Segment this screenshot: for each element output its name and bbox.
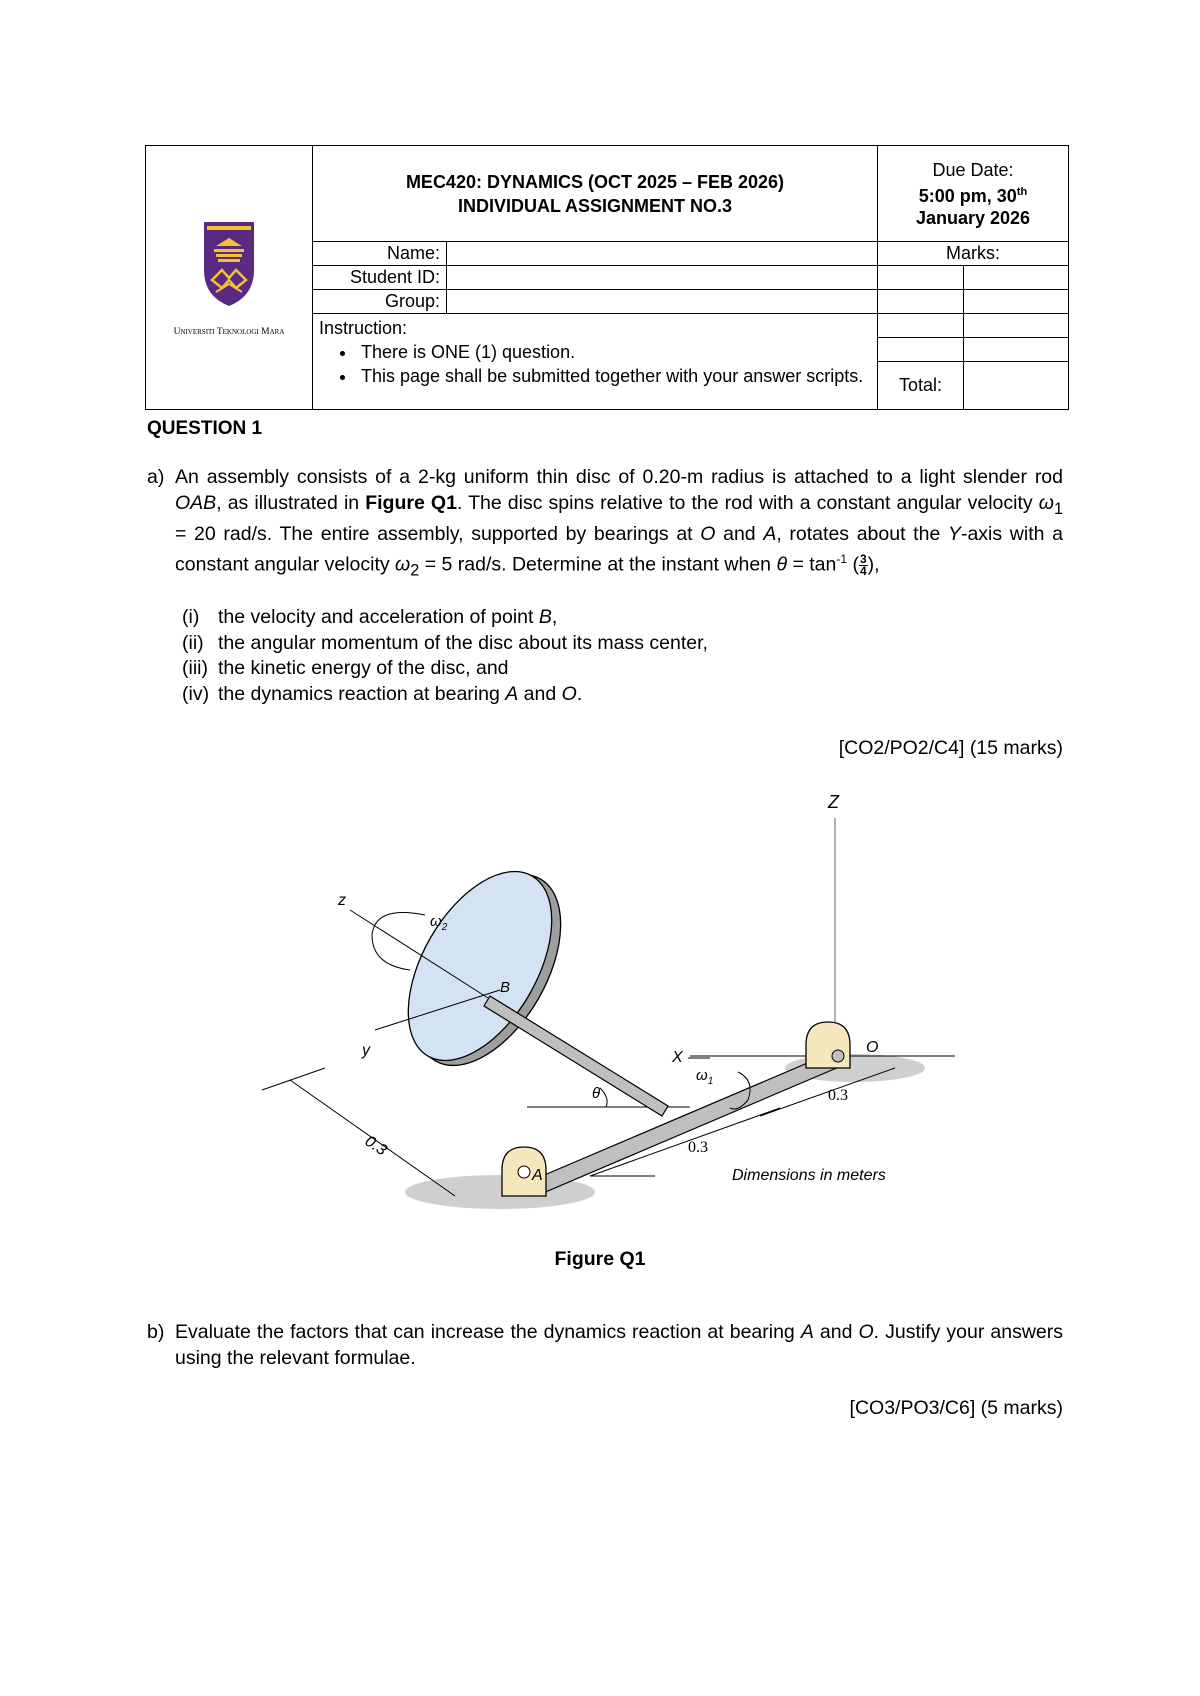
- bearing-O-shaft: [832, 1050, 844, 1062]
- question-heading: QUESTION 1: [147, 418, 263, 439]
- sub-item: (iv) the dynamics reaction at bearing A and O.: [182, 682, 583, 705]
- assignment-title: INDIVIDUAL ASSIGNMENT NO.3: [457, 195, 733, 216]
- total-marks-cell: [964, 362, 1069, 410]
- instruction-item: • There is ONE (1) question.: [357, 340, 871, 364]
- sub-item: (iii) the kinetic energy of the disc, and: [182, 657, 509, 679]
- bearing-A-hole: [518, 1166, 530, 1178]
- z-axis-label: z: [338, 892, 346, 909]
- sub-item: (ii) the angular momentum of the disc about its mass center,: [182, 631, 708, 654]
- sub-item: (i) the velocity and acceleration of point B,: [182, 606, 558, 628]
- uitm-logo: [164, 218, 294, 328]
- assignment-header-table: [145, 145, 1069, 410]
- instruction-label: Instruction:: [319, 318, 408, 338]
- point-O-label: O: [866, 1039, 879, 1056]
- marks-cell: [878, 290, 964, 314]
- marks-cell: [964, 314, 1069, 338]
- assignment-title-cell: [313, 146, 878, 242]
- part-a-text: An assembly consists of a 2-kg uniform thin disc of 0.20-m radius is attached to a light slender rod OAB, as illustrated in Figure Q1. The disc spins relative to the rod with a constant angular velocity $\omega_1 = 20$ rad/s. The entire assembly, supported by bearings at O and A, rotates about the Y-axis with a constant angular velocity $\omega_2 = 5$ rad/s. Determine at the instant when $\theta = \tan^{-1}$ ( $\frac{3}{4}$ ),: [175, 466, 1063, 580]
- part-b-label: b): [147, 1321, 165, 1343]
- marks-cell: [964, 266, 1069, 290]
- part-a-label: a): [147, 466, 165, 488]
- total-label: Total:: [878, 362, 964, 410]
- Z-axis-label: Z: [828, 792, 839, 812]
- question-part-b: [147, 1320, 1063, 1371]
- marks-cell: [878, 314, 964, 338]
- dimension-left: 0.3: [361, 1132, 390, 1160]
- due-date-cell: [878, 146, 1069, 242]
- point-B-label: B: [500, 979, 511, 996]
- course-title: MEC420: DYNAMICS (OCT 2025 – FEB 2026): [405, 171, 785, 192]
- part-a-marks: [CO2/PO2/C4] (15 marks): [838, 737, 1063, 759]
- student-id-label: Student ID:: [313, 266, 447, 290]
- dimension-mid: 0.3: [688, 1139, 708, 1156]
- name-label: Name:: [313, 242, 447, 266]
- dimension-line: [262, 1068, 325, 1090]
- omega2-label: $\omega_2$: [430, 913, 448, 933]
- fraction: $\frac{3}{4}$: [859, 552, 867, 579]
- due-date-label: Due Date:: [932, 159, 1014, 180]
- marks-cell: [964, 290, 1069, 314]
- rod-AB: [484, 996, 668, 1116]
- omega1-label: $\omega_1$: [696, 1067, 714, 1087]
- figure-q1-diagram: [250, 788, 970, 1218]
- dimensions-note: Dimensions in meters: [732, 1167, 886, 1184]
- university-logo-cell: [146, 146, 313, 410]
- due-date-month: January 2026: [915, 207, 1031, 228]
- marks-label: Marks:: [878, 242, 1069, 266]
- part-a-sub-items: [182, 605, 708, 707]
- marks-cell: [878, 266, 964, 290]
- theta-arc: [600, 1088, 607, 1107]
- X-axis-label: X: [672, 1049, 683, 1066]
- theta-label: θ: [592, 1085, 601, 1102]
- bearing-O: [806, 1022, 850, 1068]
- figure-caption: Figure Q1: [554, 1248, 646, 1270]
- question-part-a: [147, 465, 1063, 584]
- marks-cell: [964, 338, 1069, 362]
- due-date-time: 5:00 pm, 30th: [918, 185, 1028, 206]
- instruction-cell: [313, 314, 878, 410]
- group-label: Group:: [313, 290, 447, 314]
- name-field[interactable]: [447, 242, 878, 266]
- student-id-field[interactable]: [447, 266, 878, 290]
- marks-cell: [878, 338, 964, 362]
- university-name: Universiti Teknologi Mara: [173, 327, 285, 337]
- instruction-list: [319, 340, 871, 388]
- dimension-right: 0.3: [828, 1087, 848, 1104]
- part-b-marks: [CO3/PO3/C6] (5 marks): [849, 1397, 1063, 1419]
- group-field[interactable]: [447, 290, 878, 314]
- part-b-text: Evaluate the factors that can increase the dynamics reaction at bearing A and O. Justify your answers using the relevant formulae.: [175, 1321, 1063, 1369]
- instruction-item: • This page shall be submitted together with your answer scripts.: [357, 364, 871, 388]
- point-A-label: A: [532, 1167, 543, 1184]
- y-axis-label: y: [362, 1042, 370, 1059]
